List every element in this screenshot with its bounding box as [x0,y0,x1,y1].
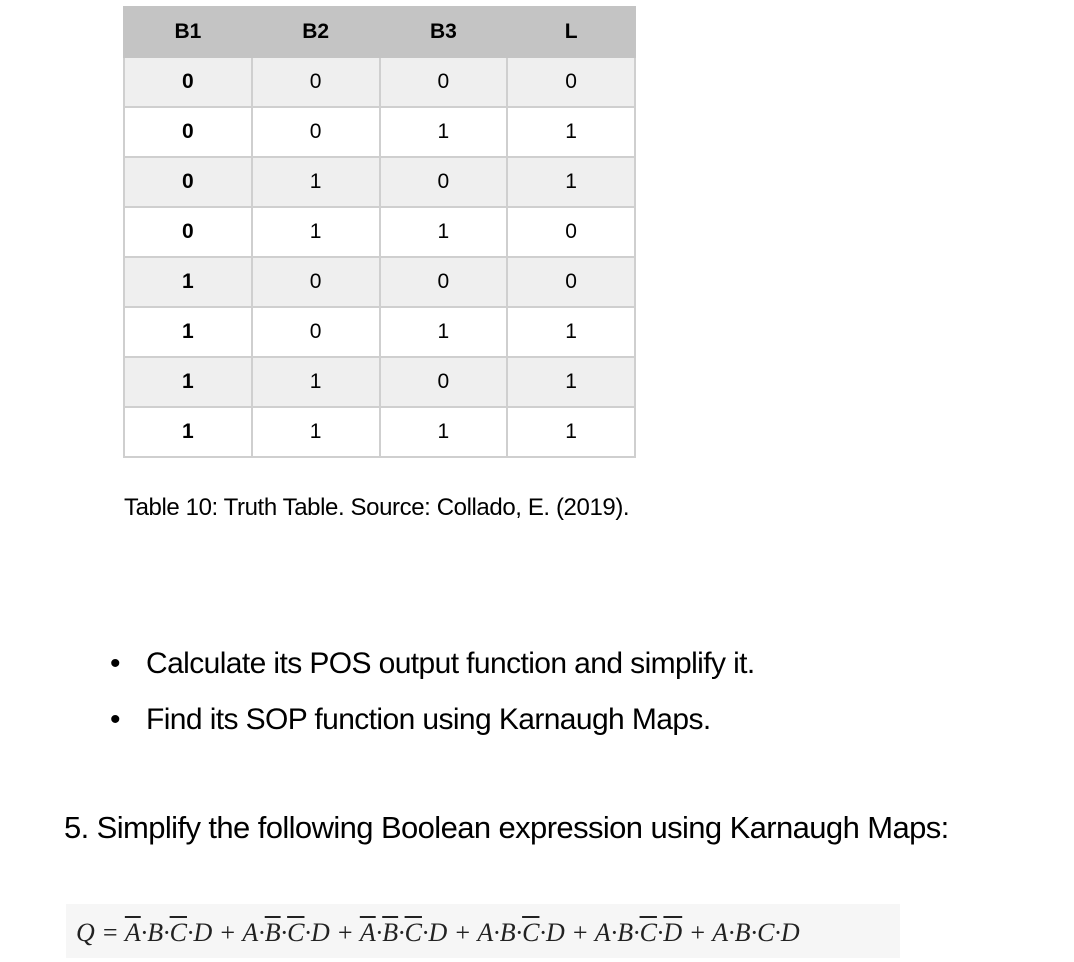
and-operator: · [515,918,523,947]
negated-variable: $\overline{C}$ [404,918,422,947]
table-cell: 0 [124,157,252,207]
table-cell: 1 [380,307,508,357]
formula-terms [125,918,800,947]
and-operator: · [750,918,758,947]
table-cell: 1 [380,407,508,457]
variable: B [147,918,164,947]
table-cell: 0 [380,357,508,407]
column-header-l: L [507,7,635,57]
negated-variable: $\overline{B}$ [382,918,399,947]
table-cell: 0 [124,107,252,157]
variable: D [780,918,800,947]
question-text: 5. Simplify the following Boolean expression using Karnaugh Maps: [64,810,949,845]
variable: A [594,918,611,947]
and-operator: · [421,918,429,947]
table-cell: 0 [380,57,508,107]
table-cell: 0 [252,57,380,107]
variable: A [242,918,259,947]
table-cell: 0 [124,57,252,107]
table-row [124,107,635,157]
and-operator: · [163,918,170,947]
negated-variable: $\overline{A}$ [124,918,141,947]
variable: D [545,918,565,947]
table-row [124,57,635,107]
product-term [595,918,682,947]
and-operator: · [375,918,383,947]
table-cell: 1 [507,107,635,157]
list-item [110,636,755,692]
task-list [110,636,755,748]
or-operator: + [682,918,713,947]
table-header-row [124,7,635,57]
bullet-icon: • [110,703,120,736]
table-cell: 0 [507,257,635,307]
table-row [124,257,635,307]
table-cell: 0 [380,257,508,307]
table-cell: 0 [252,107,380,157]
or-operator: + [212,918,243,947]
table-cell: 0 [252,307,380,357]
table-cell: 0 [507,207,635,257]
negated-variable: $\overline{C}$ [522,918,540,947]
column-header-b2: B2 [252,7,380,57]
and-operator: · [186,918,194,947]
variable: D [193,918,213,947]
table-cell: 0 [507,57,635,107]
variable: D [428,918,448,947]
table-row [124,207,635,257]
formula-lhs: Q [76,918,95,947]
and-operator: · [728,918,735,947]
table-row [124,157,635,207]
table-cell: 1 [507,307,635,357]
and-operator: · [140,918,148,947]
variable: A [712,918,729,947]
and-operator: · [774,918,781,947]
table-cell: 1 [252,207,380,257]
and-operator: · [539,918,546,947]
or-operator: + [329,918,360,947]
table-cell: 1 [380,107,508,157]
and-operator: · [398,918,405,947]
product-term [360,918,447,947]
bullet-icon: • [110,647,120,680]
table-caption: Table 10: Truth Table. Source: Collado, E. (2019). [124,494,630,521]
table-cell: 0 [124,207,252,257]
table-cell: 1 [124,307,252,357]
table-cell: 1 [124,407,252,457]
product-term [477,918,564,947]
negated-variable: $\overline{B}$ [264,918,281,947]
negated-variable: $\overline{C}$ [639,918,657,947]
table-cell: 1 [252,407,380,457]
product-term [242,918,329,947]
negated-variable: $\overline{C}$ [287,918,305,947]
variable: B [734,918,751,947]
and-operator: · [280,918,288,947]
list-item [110,692,755,748]
and-operator: · [633,918,640,947]
table-cell: 1 [380,207,508,257]
column-header-b1: B1 [124,7,252,57]
negated-variable: $\overline{C}$ [169,918,187,947]
and-operator: · [656,918,664,947]
variable: A [477,918,494,947]
product-term [125,918,212,947]
table-row [124,407,635,457]
task-text: Find its SOP function using Karnaugh Maps. [146,703,711,736]
table-cell: 1 [252,157,380,207]
and-operator: · [610,918,618,947]
or-operator: + [564,918,595,947]
and-operator: · [493,918,500,947]
negated-variable: $\overline{A}$ [359,918,376,947]
or-operator: + [447,918,478,947]
and-operator: · [304,918,311,947]
table-row [124,307,635,357]
variable: C [757,918,775,947]
table-cell: 1 [507,157,635,207]
and-operator: · [258,918,265,947]
column-header-b3: B3 [380,7,508,57]
variable: B [499,918,516,947]
table-cell: 1 [507,357,635,407]
truth-table [123,6,636,458]
table-cell: 1 [252,357,380,407]
table-row [124,357,635,407]
variable: B [617,918,634,947]
table-cell: 1 [124,257,252,307]
table-cell: 1 [124,357,252,407]
formula-equals: = [94,918,125,947]
table-cell: 0 [380,157,508,207]
variable: D [310,918,330,947]
table-cell: 1 [507,407,635,457]
boolean-expression [66,904,900,958]
product-term [712,918,799,947]
table-cell: 0 [252,257,380,307]
negated-variable: $\overline{D}$ [663,918,683,947]
task-text: Calculate its POS output function and simplify it. [146,647,755,680]
